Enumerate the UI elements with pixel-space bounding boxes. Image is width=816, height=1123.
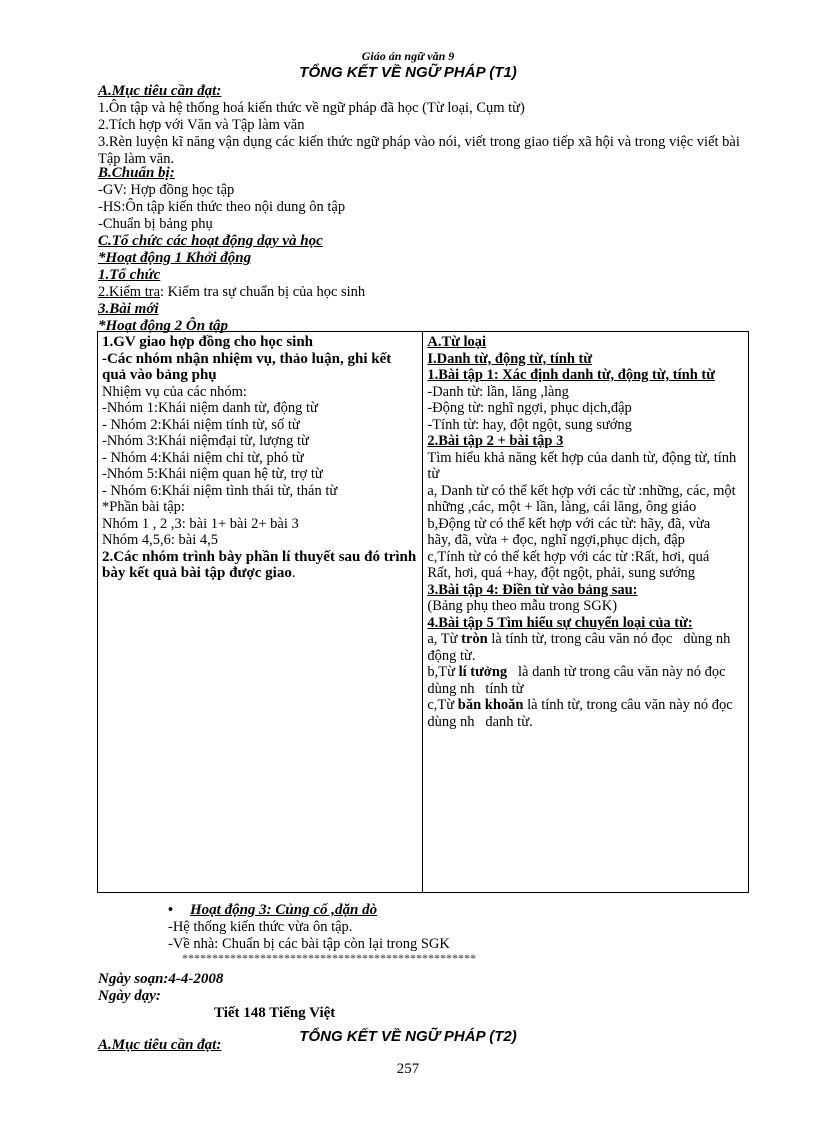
- date-taught: Ngày dạy:: [98, 988, 161, 1004]
- group-item: - Nhóm 2:Khái niệm tính từ, số từ: [102, 416, 300, 433]
- right-heading: 4.Bài tập 5 Tìm hiểu sự chuyển loại của từ:: [427, 614, 693, 631]
- right-line: (Bảng phụ theo mẫu trong SGK): [427, 598, 618, 614]
- objectives-section: [98, 83, 758, 168]
- activity-table: [97, 331, 749, 893]
- group-item: - Nhóm 6:Khái niệm tình thái từ, thán từ: [102, 482, 338, 499]
- prep-item: -HS:Ôn tập kiến thức theo nội dung ôn tập: [98, 199, 346, 215]
- page-number: 257: [396, 1061, 420, 1077]
- step-2-label: 2.Kiểm tra: [98, 284, 161, 300]
- right-line: Rất, hơi, quá +hay, đột ngột, phải, sung sướng: [427, 565, 696, 581]
- org-heading: C.Tổ chức các hoạt động dạy và học: [98, 233, 323, 249]
- left-line: Nhóm 4,5,6: bài 4,5: [102, 532, 218, 548]
- left-line: *Phần bài tập:: [102, 499, 185, 515]
- lesson-number: Tiết 148 Tiếng Việt: [214, 1005, 336, 1021]
- activity-3-line: -Về nhà: Chuẩn bị các bài tập còn lại trong SGK: [168, 936, 450, 952]
- right-line: -Động từ: nghĩ ngợi, phục dịch,đập: [427, 400, 632, 416]
- group-item: - Nhóm 4:Khái niệm chỉ từ, phó từ: [102, 449, 304, 466]
- right-line: [427, 697, 744, 730]
- right-heading: 2.Bài tập 2 + bài tập 3: [427, 433, 564, 449]
- keyword: lí tưởng: [458, 664, 508, 680]
- left-line: 1.GV giao hợp đồng cho học sinh: [102, 334, 314, 350]
- lesson-title-1: TỔNG KẾT VỀ NGỮ PHÁP (T1): [299, 64, 517, 81]
- left-line: -Các nhóm nhận nhiệm vụ, thảo luận, ghi kết quả vào bảng phụ: [102, 350, 392, 383]
- activity-2-heading: *Hoạt động 2 Ôn tập: [98, 318, 229, 334]
- right-line: những ,các, một + lần, làng, cái lăng, ông giáo: [427, 499, 697, 515]
- right-line: Tìm hiểu khả năng kết hợp của danh từ, động từ, tính từ: [427, 449, 737, 482]
- objective-item: 3.Rèn luyện kĩ năng vận dụng các kiến thức ngữ pháp vào nói, viết trong giao tiếp xã hội và trong việc viết bài Tập làm văn.: [98, 134, 740, 167]
- right-line: c,Tính từ có thể kết hợp với các từ :Rất, hơi, quá: [427, 548, 710, 565]
- date-prepared: Ngày soạn:4-4-2008: [98, 971, 224, 987]
- text-run: b,Từ: [427, 664, 459, 680]
- objective-item: 2.Tích hợp với Văn và Tập làm văn: [98, 117, 305, 133]
- prep-item: -GV: Hợp đồng học tập: [98, 182, 235, 198]
- right-line: -Tính từ: hay, đột ngột, sung sướng: [427, 416, 632, 433]
- org-section: [98, 233, 758, 335]
- step-3: 3.Bài mới: [98, 301, 159, 317]
- right-heading: A.Từ loại: [427, 334, 487, 350]
- dates-block: [98, 971, 223, 1005]
- step-2-text: : Kiểm tra sự chuẩn bị của học sinh: [160, 284, 366, 300]
- content-column: [423, 332, 749, 893]
- right-heading: 1.Bài tập 1: Xác định danh từ, động từ, tính từ: [427, 367, 715, 383]
- header-note: Giáo án ngữ văn 9: [361, 49, 455, 63]
- keyword: băn khoăn: [457, 697, 524, 713]
- right-line: [427, 631, 744, 664]
- lesson-title-2: TỔNG KẾT VỀ NGỮ PHÁP (T2): [299, 1028, 517, 1045]
- keyword: tròn: [461, 631, 488, 647]
- left-line-end: .: [291, 565, 296, 581]
- group-item: -Nhóm 5:Khái niệm quan hệ từ, trợ từ: [102, 466, 323, 482]
- step-2: [98, 284, 758, 301]
- right-heading: 3.Bài tập 4: Điền từ vào bảng sau:: [427, 581, 638, 598]
- prep-item: -Chuẩn bị bảng phụ: [98, 216, 213, 232]
- separator-stars: *************************************************: [182, 951, 476, 965]
- right-line: -Danh từ: lần, lăng ,làng: [427, 383, 569, 400]
- table-row: [98, 332, 749, 893]
- right-line: a, Danh từ có thể kết hợp với các từ :những, các, một: [427, 482, 736, 499]
- left-line: [102, 549, 418, 582]
- prep-section: [98, 165, 758, 233]
- group-item: -Nhóm 1:Khái niệm danh từ, động từ: [102, 400, 318, 416]
- objectives-heading-2: A.Mục tiêu cần đạt:: [98, 1037, 222, 1053]
- right-line: [427, 664, 744, 697]
- group-item: -Nhóm 3:Khái niệmđại từ, lượng từ: [102, 433, 309, 449]
- left-line-bold: 2.Các nhóm trình bày phần lí thuyết sau đó trình bày kết quả bài tập được giao: [102, 548, 417, 581]
- activity-3-section: [168, 902, 728, 953]
- text-run: là tính từ, trong câu văn này nó đọc dùng nh danh từ.: [427, 697, 744, 730]
- activity-3-heading: Hoạt động 3: Củng cố ,dặn dò: [190, 902, 378, 918]
- teacher-student-column: [98, 332, 423, 893]
- text-run: là tính từ, trong câu văn nó đọc dùng nh động từ.: [427, 631, 742, 664]
- left-line: Nhóm 1 , 2 ,3: bài 1+ bài 2+ bài 3: [102, 515, 299, 532]
- right-line: b,Động từ có thể kết hợp với các từ: hãy, đã, vừa: [427, 515, 711, 532]
- right-heading: I.Danh từ, động từ, tính từ: [427, 350, 593, 367]
- activity-3-line: -Hệ thống kiến thức vừa ôn tập.: [168, 919, 353, 935]
- right-line: hãy, đã, vừa + đọc, nghĩ ngợi,phục dịch, đập: [427, 532, 685, 548]
- step-1: 1.Tổ chức: [98, 267, 161, 283]
- text-run: a, Từ: [427, 631, 462, 647]
- objectives-heading: A.Mục tiêu cần đạt:: [98, 83, 222, 99]
- activity-1-heading: *Hoạt động 1 Khởi động: [98, 250, 252, 266]
- left-line: Nhiệm vụ của các nhóm:: [102, 383, 247, 400]
- text-run: là danh từ trong câu văn này nó đọc dùng nh tính từ: [427, 664, 737, 697]
- bullet-icon: •: [168, 902, 174, 918]
- activity-3-heading-line: [168, 902, 728, 919]
- prep-heading: B.Chuẩn bị:: [98, 165, 175, 181]
- text-run: c,Từ: [427, 697, 458, 713]
- objective-item: 1.Ôn tập và hệ thống hoá kiến thức về ngữ pháp đã học (Từ loại, Cụm từ): [98, 100, 525, 116]
